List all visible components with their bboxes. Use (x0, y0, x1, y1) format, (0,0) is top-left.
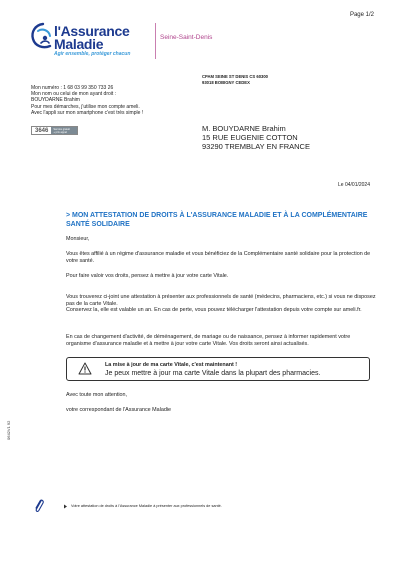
brand-name-line2: Maladie (54, 36, 104, 52)
closing: Avec toute mon attention, (66, 392, 128, 398)
paragraph-2: Pour faire valoir vos droits, pensez à mettre à jour votre carte Vitale. (66, 273, 229, 279)
notice-subtitle: Je peux mettre à jour ma carte Vitale dans la plupart des pharmacies. (105, 370, 321, 377)
letter-date: Le 04/01/2024 (338, 182, 370, 188)
paragraph-4: En cas de changement d'activité, de déménagement, de mariage ou de naissance, pensez à informer rapidement votre organisme d'assurance maladie et à mettre à jour votre carte Vitale. Vos droits seront ainsi actualisés. (66, 334, 351, 347)
letter-subject: > MON ATTESTATION DE DROITS À L'ASSURANCE MALADIE ET À LA COMPLÉMENTAIRE SANTÉ SOLIDAIRE (66, 212, 368, 228)
signature: votre correspondant de l'Assurance Maladie (66, 407, 172, 413)
notice-title: La mise à jour de ma carte Vitale, c'est maintenant ! (105, 362, 238, 368)
assurance-maladie-logo-icon (30, 22, 56, 50)
recipient-address (202, 124, 310, 151)
service-tag (51, 127, 77, 134)
paragraph-1: Vous êtes affilié à un régime d'assurance maladie et vous bénéficiez de la Complémentaire santé solidaire pour la protection de votre santé. (66, 251, 371, 264)
service-number: 3646 (35, 127, 49, 134)
footer-text: Votre attestation de droits à l'Assurance Maladie à présenter aux professionnels de santé. (71, 504, 222, 508)
sender-ameli-note: Pour mes démarches, j'utilise mon compte ameli. (31, 103, 140, 110)
recipient-street: 15 RUE EUGENIE COTTON (202, 133, 298, 142)
service-tag-line2: + prix appel (53, 130, 67, 134)
cpam-address-line2: 93018 BOBIGNY CEDEX (202, 79, 250, 85)
recipient-city: 93290 TREMBLAY EN FRANCE (202, 142, 310, 151)
paragraph-3-line1: Vous trouverez ci-joint une attestation à présenter aux professionnels de santé (médecins, pharmaciens, etc.) si vous ne disposez pas de la carte Vitale. (66, 294, 376, 307)
recipient-name: M. BOUYDARNE Brahim (202, 124, 286, 133)
sender-name: BOUYDARNE Brahim (31, 97, 80, 104)
paragraph-3 (66, 294, 376, 314)
warning-triangle-icon (78, 362, 92, 375)
sender-app-note: Avec l'appli sur mon smartphone c'est très simple ! (31, 109, 144, 116)
brand-name-line1: l'Assurance (54, 23, 130, 39)
brand-tagline: Agir ensemble, protéger chacun (54, 51, 131, 57)
sender-info (31, 85, 143, 116)
cpam-address (202, 74, 268, 85)
brand-region: Seine-Saint-Denis (160, 34, 213, 41)
vertical-reference-code: 0642V1 92 (6, 420, 11, 440)
cpam-address-line1: CPAM SEINE ST DENIS CS 60300 (202, 74, 269, 79)
service-tag-line1: Service gratuit (53, 127, 70, 131)
paragraph-3-line2: Conservez la, elle est valable un an. En cas de perte, vous pouvez télécharger l'attestation depuis votre compte sur ameli.fr. (66, 307, 362, 313)
arrow-right-icon (63, 504, 68, 509)
brand-separator (155, 23, 156, 59)
page-number: Page 1/2 (349, 12, 374, 18)
greeting: Monsieur, (66, 236, 90, 242)
paperclip-icon (33, 498, 45, 514)
sender-number: Mon numéro : 1 68 03 99 350 733 26 (31, 85, 114, 91)
sender-name-label: Mon nom ou celui de mon ayant droit : (31, 91, 117, 98)
vitale-notice-box (66, 357, 370, 381)
service-number-box (31, 126, 78, 135)
